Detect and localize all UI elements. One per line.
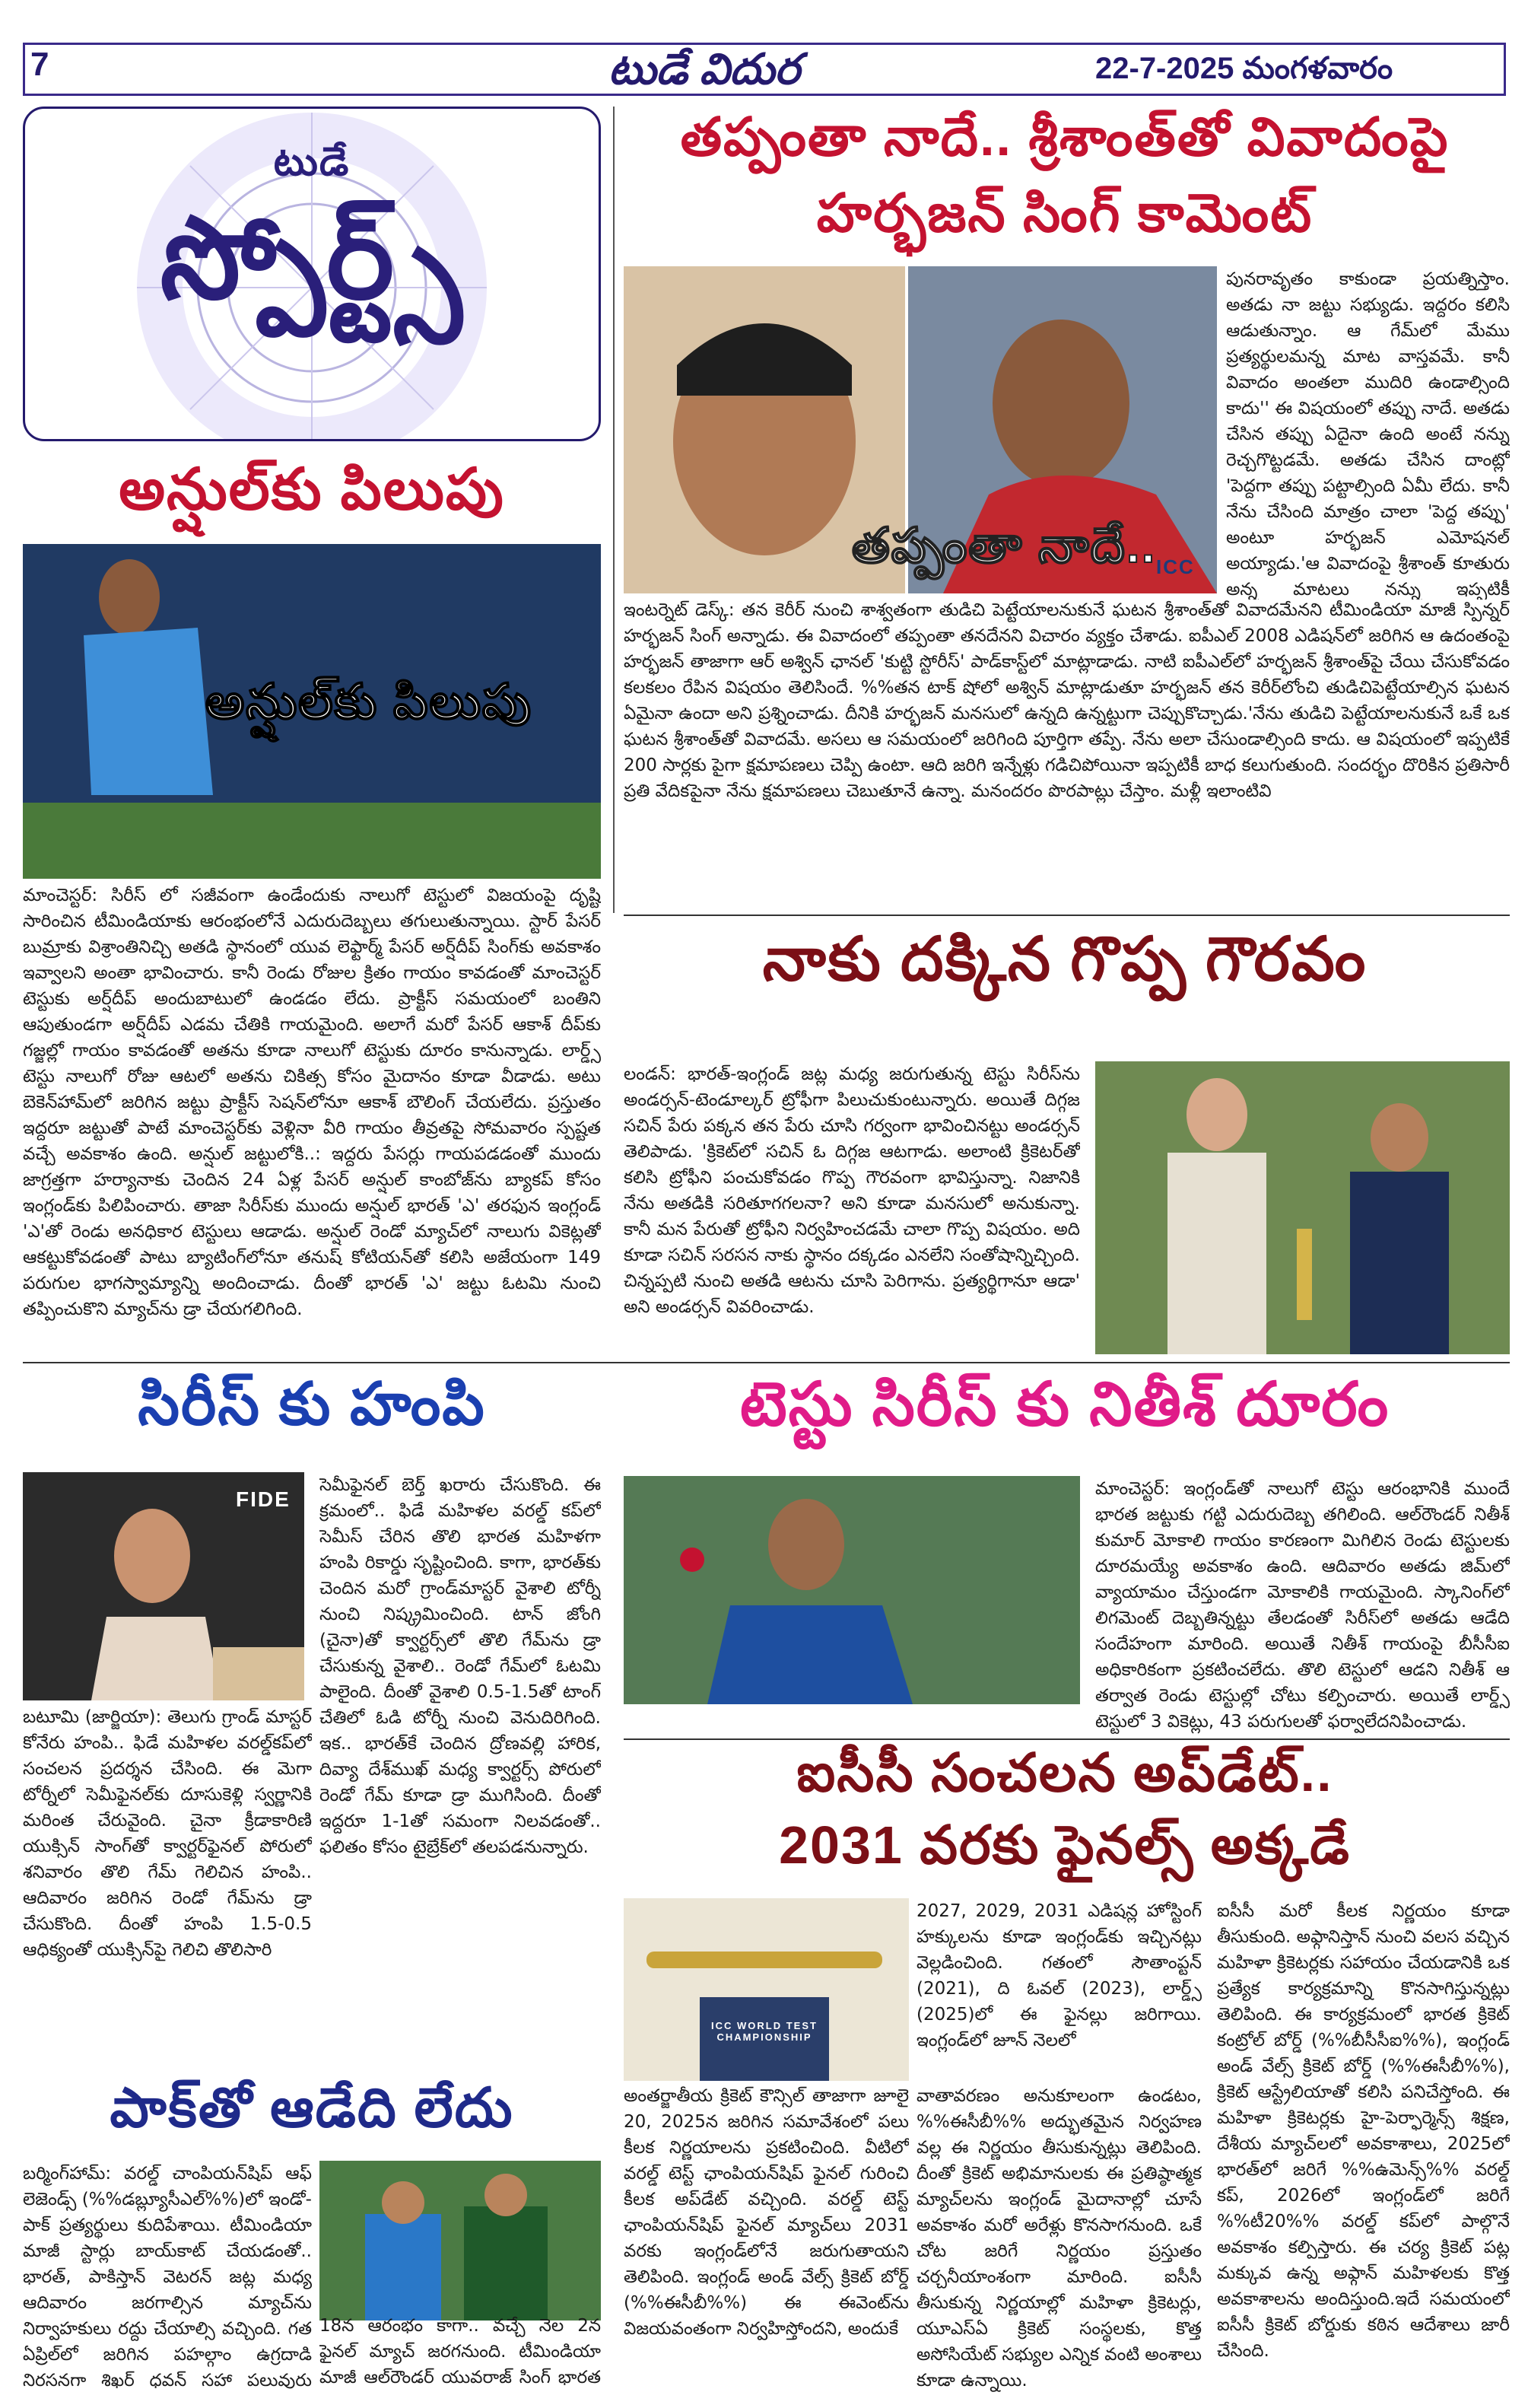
sports-logo <box>23 107 601 441</box>
masthead-title: టుడే విదుర <box>608 45 800 93</box>
anshul-photo <box>23 544 601 879</box>
article7-body-right: 18న ఆరంభం కాగా.. వచ్చే నెల 2న ఫైనల్ మ్యాచ్ జరగనుంది. టీమిండియా మాజీ ఆల్‌రౌండర్ యువరాజ్ సింగ్ భారత <box>319 2316 601 2387</box>
article6-headline-1: ఐసీసీ సంచలన అప్‌డేట్.. <box>796 1743 1333 1802</box>
article1-headline-1: తప్పంతా నాదే.. శ్రీశాంత్‌తో వివాదంపై <box>680 107 1450 167</box>
article1-headline-2: హర్భజన్ సింగ్ కామెంట్ <box>816 183 1314 243</box>
anderson-sachin-art <box>1095 1061 1510 1354</box>
article6-headline-2: 2031 వరకు ఫైనల్స్ అక్కడే <box>779 1815 1351 1875</box>
article3-body: లండన్: భారత్-ఇంగ్లండ్ జట్ల మధ్య జరుగుతున్న టెస్టు సిరీస్‌ను అండర్సన్-టెండూల్కర్ ట్రోఫీగా పిలుచుకుంటున్నారు. అయితే దిగ్గజ సచిన్ పేరు పక్కన తన పేరు చూసి గర్వంగా భావించినట్టు అండర్సన్ తెలిపాడు. 'క్రికెట్‌లో సచిన్ ఓ దిగ్గజ ఆటగాడు. అలాంటి క్రికెటర్‌తో కలిసి ట్రోఫీని పంచుకోవడం గొప్ప గౌరవంగా భావిస్తున్నా. నిజానికి నేను అతడికి సరితూగగలనా? అని కూడా మనసులో అనుకున్నా. కానీ మన పేరుతో ట్రోఫీని నిర్వహించడమే చాలా గొప్ప విషయం. అది కూడా సచిన్ సరసన నాకు స్థానం దక్కడం ఎనలేని సంతోషాన్నిచ్చింది. చిన్నప్పటి నుంచి అతడి ఆటను చూసి పెరిగాను. ప్రత్యర్థిగానూ ఆడా' అని అండర్సన్ వివరించాడు. <box>624 1064 1080 1317</box>
article6-body-mid: వాతావరణం అనుకూలంగా ఉండటం, %%ఈసీబీ%% అద్భుతమైన నిర్వహణ వల్ల ఈ నిర్ణయం తీసుకున్నట్లు తెలిపింది. దీంతో క్రికెట్ అభిమానులకు ఈ ప్రతిష్ఠాత్మక మ్యాచ్‌లను ఇంగ్లండ్ మైదానాల్లో చూసే అవకాశం మరో అరేళ్లు కొనసాగనుంది. ఒకే చోట జరిగే నిర్ణయం ప్రస్తుతం చర్చనీయాంశంగా మారింది. ఐసీసీ తీసుకున్న నిర్ణయాల్లో మహిళా క్రికెటర్లు, యూఎస్‌ఏ క్రికెట్ సంస్థలకు, కొత్త అసోసియేట్ సభ్యుల ఎన్నిక వంటి అంశాలు కూడా ఉన్నాయి. <box>916 2086 1202 2391</box>
legends-photo <box>319 2161 601 2321</box>
article7-body-left: బర్మింగ్‌హామ్: వరల్డ్ చాంపియన్‌షిప్ ఆఫ్ లెజెండ్స్ (%%డబ్ల్యూసీఎల్%%)లో ఇండో-పాక్ ప్రత్యర్థులు కుదిపేశాయి. టీమిండియా మాజీ స్టార్లు బాయ్‌కాట్ చేయడంతో.. భారత్, పాకిస్తాన్ వెటరన్ జట్ల మధ్య ఆదివారం జరగాల్సిన మ్యాచ్‌ను నిర్వాహకులు రద్దు చేయాల్సి వచ్చింది. గత ఏప్రిల్‌లో జరిగిన పహల్గాం ఉగ్రదాడి నిరసనగా శిఖర్ ధవన్ సహా పలువురు <box>23 2164 312 2391</box>
article1-body-right: పునరావృతం కాకుండా ప్రయత్నిస్తాం. అతడు నా జట్టు సభ్యుడు. ఇద్దరం కలిసి ఆడుతున్నాం. ఆ గేమ్‌లో మేము ప్రత్యర్థులమన్న మాట వాస్తవమే. కానీ వివాదం అంతలా ముదిరి ఉండాల్సింది కాదు'' ఈ విషయంలో తప్పు నాదే. అతడు చేసిన తప్పు ఏదైనా ఉంది అంటే నన్ను రెచ్చగొట్టడమే. అతడు చేసిన దాంట్లో 'పెద్దగా తప్పు పట్టాల్సింది ఏమీ లేదు. కానీ నేను చేసింది మాత్రం చాలా 'పెద్ద తప్పు' అంటూ హర్భజన్ ఎమోషనల్ అయ్యాడు.'ఆ వివాదంపై శ్రీశాంత్ కూతురు అన్న మాటలు నన్ను ఇప్పటికీ <box>1226 269 1510 600</box>
dateline: 22-7-2025 మంగళవారం <box>1095 52 1393 85</box>
section-rule <box>624 915 1510 916</box>
wtc-mace-photo <box>624 1898 909 2081</box>
section-rule-2 <box>23 1362 1510 1363</box>
article6-body-mid-top: 2027, 2029, 2031 ఎడిషన్ల హోస్టింగ్ హక్కులను కూడా ఇంగ్లండ్‌కు ఇచ్చినట్లు వెల్లడించింది. గతంలో సౌతాంప్టన్ (2021), ది ఓవల్ (2023), లార్డ్స్ (2025)లో ఈ ఫైనల్లు జరిగాయి. ఇంగ్లండ్‌లో జూన్ నెలలో <box>916 1901 1202 2050</box>
article2-body: మాంచెస్టర్: సిరీస్ లో సజీవంగా ఉండేందుకు నాలుగో టెస్టులో విజయంపై దృష్టి సారించిన టీమిండియాకు ఆరంభంలోనే ఎదురుదెబ్బలు తగులుతున్నాయి. స్టార్ పేసర్ బుమ్రాకు విశ్రాంతినిచ్చి అతడి స్థానంలో యువ లెఫ్టార్మ్ పేసర్ అర్ష్‌దీప్ సింగ్‌కు అవకాశం ఇవ్వాలని అంతా భావించారు. కానీ రెండు రోజుల క్రితం గాయం కావడంతో మాంచెస్టర్ టెస్టుకు అర్ష్‌దీప్ అందుబాటులో ఉండడం లేదు. ప్రాక్టీస్ సమయంలో బంతిని ఆపుతుండగా అర్ష్‌దీప్ ఎడమ చేతికి గాయమైంది. అలాగే మరో పేసర్ ఆకాశ్ దీప్‌కు గజ్జల్లో గాయం కావడంతో అతను కూడా నాలుగో టెస్టుకు దూరం కానున్నాడు. లార్డ్స్ టెస్టు నాలుగో రోజు ఆటలో అతను చికిత్స కోసం మైదానం కూడా వీడాడు. అటు బెకెన్‌హామ్‌లో జరిగిన జట్టు ప్రాక్టీస్ సెషన్‌లోనూ ఆకాశ్ బౌలింగ్ చేయలేదు. ప్రస్తుతం ఇద్దరూ జట్టుతో పాటే మాంచెస్టర్‌కు వెళ్లినా వీరి గాయం తీవ్రతపై సోమవారం స్పష్టత వచ్చే అవకాశం ఉంది. అన్షుల్ జట్టులోకి..: ఇద్దరు పేసర్లు గాయపడడంతో ముందు జాగ్రత్తగా హర్యానాకు చెందిన 24 ఏళ్ల పేసర్ అన్షుల్ కాంబోజ్‌ను బ్యాకప్ కోసం ఇంగ్లండ్‌కు పిలిపించారు. తాజా సిరీస్‌కు ముందు అన్షుల్ భారత్ 'ఎ' తరఫున ఇంగ్లండ్ 'ఎ'తో రెండు అనధికార టెస్టులు ఆడాడు. అన్షుల్ రెండో మ్యాచ్‌లో నాలుగు వికెట్లతో ఆకట్టుకోవడంతో పాటు బ్యాటింగ్‌లోనూ తనుష్ కోటియన్‌తో కలిసి అజేయంగా 149 పరుగుల భాగస్వామ్యాన్ని అందించాడు. దీంతో భారత్ 'ఎ' జట్టు ఓటమి నుంచి తప్పించుకొని మ్యాచ్‌ను డ్రా చేయగలిగింది. <box>23 886 601 1319</box>
article2-headline: అన్షుల్‌కు పిలుపు <box>119 457 505 522</box>
article6-body-right: ఐసీసీ మరో కీలక నిర్ణయం కూడా తీసుకుంది. అఫ్గానిస్తాన్ నుంచి వలస వచ్చిన మహిళా క్రికెటర్లకు సహాయం చేయడానికి ఒక ప్రత్యేక కార్యక్రమాన్ని కొనసాగిస్తున్నట్లు తెలిపింది. ఈ కార్యక్రమంలో భారత క్రికెట్ కంట్రోల్ బోర్డ్ (%%బీసీసీఐ%%), ఇంగ్లండ్ అండ్ వేల్స్ క్రికెట్ బోర్డ్ (%%ఈసీబీ%%), క్రికెట్ ఆస్ట్రేలియాతో కలిసి పనిచేస్తోంది. ఈ మహిళా క్రికెటర్లకు హై-పెర్ఫార్మెన్స్ శిక్షణ, దేశీయ మ్యాచ్‌లలో అవకాశాలు, 2025లో భారత్‌లో జరిగే %%ఉమెన్స్%% వరల్డ్ కప్, 2026లో ఇంగ్లండ్‌లో జరిగే %%టీ20%% వరల్డ్ కప్‌లో పాల్గొనే అవకాశం కల్పిస్తారు. ఈ చర్య క్రికెట్ పట్ల మక్కువ ఉన్న అఫ్గాన్ మహిళలకు కొత్త అవకాశాలను అందిస్తుంది.ఇదే సమయంలో ఐసీసీ క్రికెట్ బోర్డుకు కఠిన ఆదేశాలు జారీ చేసింది. <box>1217 1901 1510 2361</box>
humpy-photo <box>23 1472 304 1700</box>
anderson-sachin-photo <box>1095 1061 1510 1354</box>
article6-body-left: అంతర్జాతీయ క్రికెట్ కౌన్సిల్ తాజాగా జూలై 20, 2025న జరిగిన సమావేశంలో పలు కీలక నిర్ణయాలను ప్రకటించింది. వీటిలో వరల్డ్ టెస్ట్ ఛాంపియన్‌షిప్ ఫైనల్ గురించి కీలక అప్‌డేట్ వచ్చింది. వరల్డ్ టెస్ట్ ఛాంపియన్‌షిప్ ఫైనల్ మ్యాచ్‌లు 2031 వరకు ఇంగ్లండ్‌లోనే జరుగుతాయని తెలిపింది. ఇంగ్లండ్ అండ్ వేల్స్ క్రికెట్ బోర్డ్ (%%ఈసీబీ%%) ఈ ఈవెంట్‌ను విజయవంతంగా నిర్వహిస్తోందని, అందుకే <box>624 2086 909 2339</box>
logo-line1: టుడే <box>273 140 351 184</box>
article1-body-left: ఇంటర్నెట్ డెస్క్: తన కెరీర్ నుంచి శాశ్వతంగా తుడిచి పెట్టేయాలనుకునే ఘటన శ్రీశాంత్‌తో వివాదమేనని టీమిండియా మాజీ స్పిన్నర్ హర్భజన్ సింగ్ అన్నాడు. ఈ వివాదంలో తప్పంతా తనదేనని విచారం వ్యక్తం చేశాడు. ఐపీఎల్ 2008 ఎడిషన్‌లో జరిగిన ఆ ఉదంతంపై హర్భజన్ తాజాగా ఆర్ అశ్విన్ ఛానల్ 'కుట్టి స్టోరీస్' పాడ్‌కాస్ట్‌లో మాట్లాడాడు. నాటి ఐపీఎల్‌లో హర్భజన్ శ్రీశాంత్‌పై చేయి చేసుకోవడం కలకలం రేపిన విషయం తెలిసిందే. %%తన టాక్ షోలో అశ్విన్ మాట్లాడుతూ హర్భజన్ తన కెరీర్‌లోంచి తుడిచిపెట్టేయాల్సిన ఘటన ఏమైనా ఉందా అని ప్రశ్నించాడు. దీనికి హర్భజన్ మనసులో ఉన్నది ఉన్నట్టుగా చెప్పుకొచ్చాడు.'నేను తుడిచి పెట్టేయాలనుకునే ఒకే ఒక ఘటన శ్రీశాంత్‌తో వివాదమే. అసలు ఆ సమయంలో జరిగింది పూర్తిగా తప్పే. నేను అలా చేసుండాల్సింది కాదు. ఆ విషయంలో ఇప్పటికే 200 సార్లకు పైగా క్షమాపణలు చెప్పి ఉంటా. ఆది జరిగి ఇన్నేళ్లు గడిచిపోయినా ఇప్పటికీ బాధ కలుగుతుంది. సందర్భం దొరికిన ప్రతిసారీ ప్రతి వేదికపైనా నేను క్షమాపణలు చెబుతూనే ఉన్నా. మనందరం పొరపాట్లు చేస్తాం. మళ్లీ ఇలాంటివి <box>624 600 1510 801</box>
photo-label: ICC <box>1156 555 1195 578</box>
harbhajan-sreesanth-photo <box>624 266 1217 593</box>
anshul-photo-caption: అన్షుల్‌కు పిలుపు <box>205 674 532 729</box>
article4-body-left: బటూమి (జార్జియా): తెలుగు గ్రాండ్ మాస్టర్ కోనేరు హంపి.. ఫిడే మహిళల వరల్డ్‌కప్‌లో సంచలన ప్రదర్శన చేసింది. ఈ మెగా టోర్నీలో సెమీఫైనల్‌కు దూసుకెళ్లి స్వర్ణానికి మరింత చేరువైంది. చైనా క్రీడాకారిణి యుక్సిన్ సాంగ్‌తో క్వార్టర్‌ఫైనల్ పోరులో శనివారం తొలి గేమ్ గెలిచిన హంపి.. ఆదివారం జరిగిన రెండో గేమ్‌ను డ్రా చేసుకొంది. దీంతో హంపి 1.5-0.5 ఆధిక్యంతో యుక్సిన్‌పై గెలిచి తొలిసారి <box>23 1707 312 1960</box>
article4-headline: సిరీస్ కు హంపి <box>138 1370 486 1437</box>
article7-headline: పాక్‌తో ఆడేది లేదు <box>110 2078 514 2139</box>
article5-headline: టెస్టు సిరీస్ కు నితీశ్ దూరం <box>739 1370 1390 1438</box>
wtc-label: ICC WORLD TEST CHAMPIONSHIP <box>711 2020 818 2043</box>
nitish-photo <box>624 1476 1080 1704</box>
article4-body-right: సెమీఫైనల్ బెర్త్ ఖరారు చేసుకొంది. ఈ క్రమంలో.. ఫిడే మహిళల వరల్డ్ కప్‌లో సెమీస్ చేరిన తొలి భారత మహిళగా హంపి రికార్డు సృష్టించింది. కాగా, భారత్‌కు చెందిన మరో గ్రాండ్‌మాస్టర్ వైశాలి టోర్నీ నుంచి నిష్క్రమించింది. టాన్ జోంగి (చైనా)తో క్వార్టర్స్‌లో తొలి గేమ్‌ను డ్రా చేసుకున్న వైశాలి.. రెండో గేమ్‌లో ఓటమి పాలైంది. దీంతో వైశాలి 0.5-1.5తో టాంగ్ చేతిలో ఓడి టోర్నీ నుంచి వెనుదిరిగింది. ఇక.. భారత్‌కే చెందిన ద్రోణవల్లి హారిక, దివ్యా దేశ్‌ముఖ్ మధ్య క్వార్టర్స్ పోరులో రెండో గేమ్ కూడా డ్రా ముగిసింది. దీంతో ఇద్దరూ 1-1తో సమంగా నిలవడంతో.. ఫలితం కోసం టైబ్రేక్‌లో తలపడనున్నారు. <box>319 1475 601 1857</box>
page-number: 7 <box>30 46 49 83</box>
fide-label: FIDE <box>236 1487 291 1511</box>
section-rule-3 <box>624 1738 1510 1740</box>
wtc-mace-art <box>624 1898 909 2081</box>
photo-caption: తప్పంతా నాదే.. <box>852 518 1157 573</box>
column-divider <box>613 107 615 913</box>
article3-headline: నాకు దక్కిన గొప్ప గౌరవం <box>762 925 1368 993</box>
legends-photo-art <box>319 2161 601 2321</box>
article5-body: మాంచెస్టర్: ఇంగ్లండ్‌తో నాలుగో టెస్టు ఆరంభానికి ముందే భారత జట్టుకు గట్టి ఎదురుదెబ్బ తగిలింది. ఆల్‌రౌండర్ నితీశ్ కుమార్ మోకాలి గాయం కారణంగా మిగిలిన రెండు టెస్టులకు దూరమయ్యే అవకాశం ఉంది. ఆదివారం అతడు జిమ్‌లో వ్యాయామం చేస్తుండగా మోకాలికి గాయమైంది. స్కానింగ్‌లో లిగమెంట్ దెబ్బతిన్నట్టు తేలడంతో సిరీస్‌లో అతడు ఆడేది సందేహంగా మారింది. అయితే నితీశ్ గాయంపై బీసీసీఐ అధికారికంగా ప్రకటించలేదు. తొలి టెస్టులో ఆడని నితీశ్ ఆ తర్వాత రెండు టెస్టుల్లో చోటు కల్పించారు. అయితే లార్డ్స్ టెస్టులో 3 వికెట్లు, 43 పరుగులతో ఫర్వాలేదనిపించాడు. <box>1095 1479 1510 1732</box>
nitish-photo-art <box>624 1476 1080 1704</box>
logo-line2: స్పోర్ట్స్ <box>160 194 464 322</box>
